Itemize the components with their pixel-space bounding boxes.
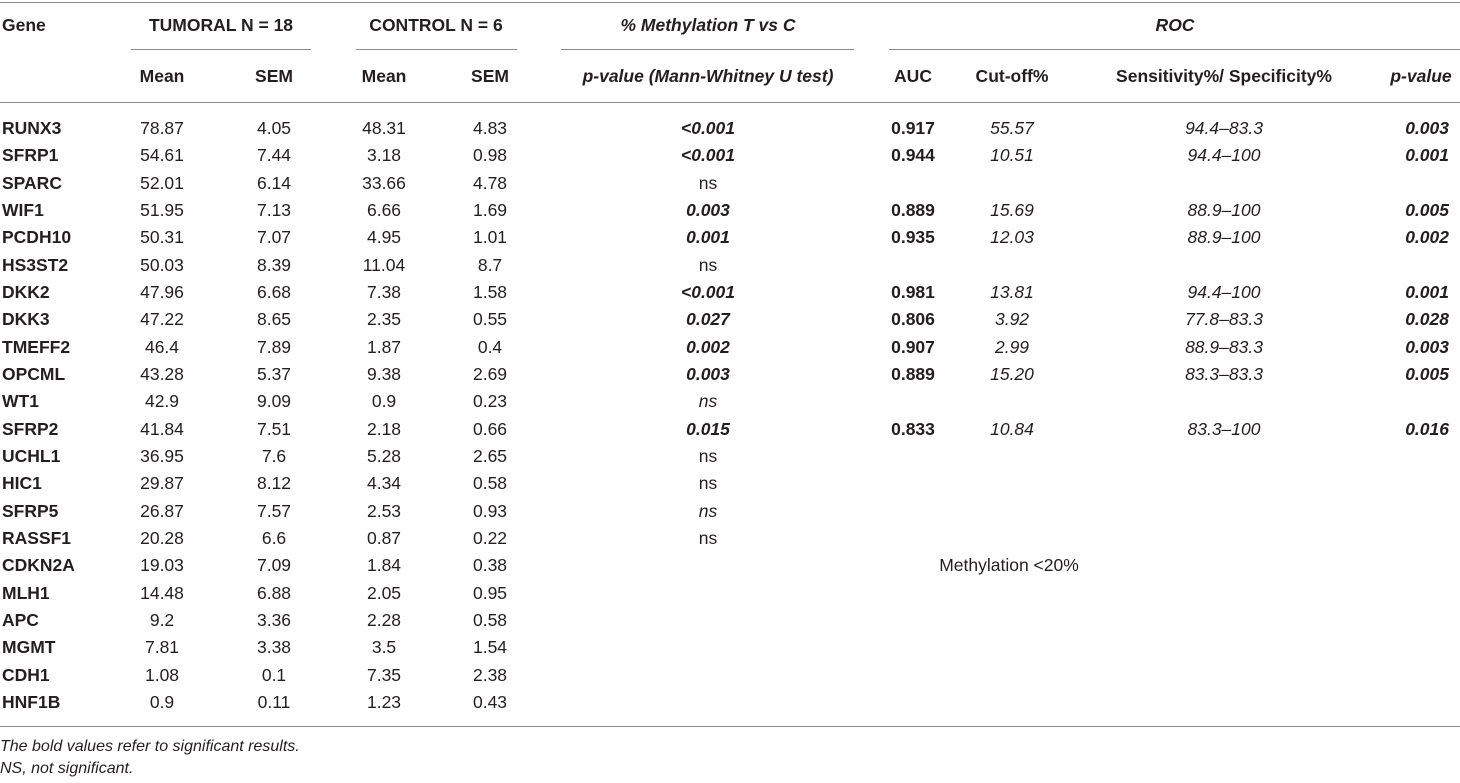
control-mean-cell: 1.84 bbox=[366, 555, 402, 576]
cutoff-cell: 10.51 bbox=[990, 145, 1034, 166]
tumoral-sem-cell: 7.57 bbox=[256, 500, 292, 521]
tumoral-mean-cell: 7.81 bbox=[144, 637, 180, 658]
tumoral-sem-cell: 7.09 bbox=[256, 555, 292, 576]
tumoral-underline bbox=[131, 49, 311, 50]
footnote-ns: NS, not significant. bbox=[0, 760, 134, 777]
control-sem-cell: 8.7 bbox=[477, 254, 503, 275]
control-sem-cell: 0.58 bbox=[472, 473, 508, 494]
control-mean-cell: 48.31 bbox=[362, 118, 406, 138]
tumoral-sem-cell: 5.37 bbox=[256, 363, 292, 384]
header-auc: AUC bbox=[894, 66, 932, 86]
header-bottom-rule bbox=[0, 102, 1460, 103]
table-row bbox=[0, 442, 1460, 469]
table-bottom-rule bbox=[0, 726, 1460, 727]
tumoral-sem-cell: 4.05 bbox=[256, 118, 292, 138]
table-row bbox=[0, 251, 1460, 278]
control-sem-cell: 0.43 bbox=[472, 691, 508, 712]
pvalue-test-cell: <0.001 bbox=[680, 118, 736, 138]
tumoral-sem-cell: 9.09 bbox=[256, 391, 292, 412]
tumoral-sem-cell: 3.36 bbox=[256, 609, 292, 630]
gene-cell: DKK2 bbox=[2, 281, 50, 302]
header-tumoral-sem: SEM bbox=[255, 66, 293, 86]
cutoff-cell: 2.99 bbox=[994, 336, 1030, 357]
sens-spec-cell: 88.9–100 bbox=[1187, 227, 1261, 248]
roc-pvalue-cell: 0.002 bbox=[1405, 227, 1449, 248]
sens-spec-cell: 88.9–83.3 bbox=[1185, 336, 1263, 357]
gene-cell: RASSF1 bbox=[2, 527, 72, 548]
gene-cell: MLH1 bbox=[2, 582, 50, 603]
tumoral-mean-cell: 41.84 bbox=[140, 418, 184, 439]
auc-cell: 0.981 bbox=[891, 281, 935, 302]
header-roc: ROC bbox=[1155, 15, 1195, 35]
tumoral-mean-cell: 19.03 bbox=[140, 555, 184, 576]
control-mean-cell: 33.66 bbox=[362, 172, 406, 193]
control-mean-cell: 7.38 bbox=[366, 281, 402, 302]
tumoral-sem-cell: 3.38 bbox=[256, 637, 292, 658]
table-row bbox=[0, 223, 1460, 250]
gene-cell: CDH1 bbox=[2, 664, 50, 685]
roc-pvalue-cell: 0.003 bbox=[1405, 336, 1449, 357]
gene-cell: CDKN2A bbox=[2, 555, 75, 576]
tumoral-mean-cell: 50.03 bbox=[140, 254, 184, 275]
auc-cell: 0.833 bbox=[891, 418, 935, 439]
gene-cell: SPARC bbox=[2, 172, 62, 193]
cutoff-cell: 13.81 bbox=[990, 281, 1034, 302]
gene-cell: HS3ST2 bbox=[2, 254, 69, 275]
control-mean-cell: 1.23 bbox=[366, 691, 402, 712]
gene-cell: WT1 bbox=[2, 391, 39, 412]
tumoral-mean-cell: 26.87 bbox=[140, 500, 184, 521]
cutoff-cell: 15.69 bbox=[990, 199, 1034, 220]
control-sem-cell: 0.38 bbox=[472, 555, 508, 576]
sens-spec-cell: 88.9–100 bbox=[1187, 199, 1261, 220]
gene-cell: SFRP5 bbox=[2, 500, 59, 521]
gene-cell: SFRP1 bbox=[2, 145, 59, 166]
tumoral-mean-cell: 29.87 bbox=[140, 473, 184, 494]
control-mean-cell: 0.9 bbox=[371, 391, 397, 412]
table-row bbox=[0, 551, 1460, 578]
header-control: CONTROL N = 6 bbox=[369, 15, 503, 35]
gene-cell: HNF1B bbox=[2, 691, 61, 712]
sens-spec-cell: 83.3–83.3 bbox=[1185, 363, 1263, 384]
roc-pvalue-cell: 0.001 bbox=[1405, 145, 1449, 166]
control-sem-cell: 0.23 bbox=[472, 391, 508, 412]
table-row bbox=[0, 141, 1460, 168]
pvalue-test-cell: ns bbox=[698, 500, 718, 521]
gene-cell: DKK3 bbox=[2, 309, 50, 330]
pvalue-test-cell: ns bbox=[698, 445, 718, 466]
sens-spec-cell: 94.4–100 bbox=[1187, 281, 1261, 302]
gene-cell: UCHL1 bbox=[2, 445, 61, 466]
control-sem-cell: 1.54 bbox=[472, 637, 508, 658]
roc-pvalue-cell: 0.003 bbox=[1405, 118, 1449, 138]
control-mean-cell: 2.53 bbox=[366, 500, 402, 521]
tumoral-mean-cell: 43.28 bbox=[140, 363, 184, 384]
pvalue-test-cell: <0.001 bbox=[680, 145, 736, 166]
footnote-bold: The bold values refer to significant results. bbox=[0, 738, 300, 755]
methylation-underline bbox=[561, 49, 854, 50]
tumoral-mean-cell: 50.31 bbox=[140, 227, 184, 248]
control-mean-cell: 0.87 bbox=[366, 527, 402, 548]
header-sens-spec: Sensitivity%/ Specificity% bbox=[1116, 66, 1332, 86]
tumoral-mean-cell: 36.95 bbox=[140, 445, 184, 466]
control-sem-cell: 1.69 bbox=[472, 199, 508, 220]
gene-cell: TMEFF2 bbox=[2, 336, 71, 357]
table-row bbox=[0, 633, 1460, 660]
tumoral-sem-cell: 6.88 bbox=[256, 582, 292, 603]
cutoff-cell: 12.03 bbox=[990, 227, 1034, 248]
control-sem-cell: 0.58 bbox=[472, 609, 508, 630]
auc-cell: 0.889 bbox=[891, 199, 935, 220]
gene-cell: HIC1 bbox=[2, 473, 42, 494]
cutoff-cell: 10.84 bbox=[990, 418, 1034, 439]
gene-cell: OPCML bbox=[2, 363, 66, 384]
pvalue-test-cell: 0.027 bbox=[686, 309, 730, 330]
header-control-sem: SEM bbox=[471, 66, 509, 86]
table-row bbox=[0, 196, 1460, 223]
auc-cell: 0.944 bbox=[891, 145, 935, 166]
table-row bbox=[0, 360, 1460, 387]
roc-pvalue-cell: 0.001 bbox=[1405, 281, 1449, 302]
control-sem-cell: 1.01 bbox=[472, 227, 508, 248]
sens-spec-cell: 94.4–100 bbox=[1187, 145, 1261, 166]
pvalue-test-cell: 0.002 bbox=[686, 336, 730, 357]
control-sem-cell: 0.95 bbox=[472, 582, 508, 603]
control-sem-cell: 0.66 bbox=[472, 418, 508, 439]
table-row bbox=[0, 606, 1460, 633]
cutoff-cell: 3.92 bbox=[994, 309, 1030, 330]
tumoral-mean-cell: 42.9 bbox=[144, 391, 180, 412]
tumoral-sem-cell: 7.51 bbox=[256, 418, 292, 439]
table-row bbox=[0, 114, 1460, 141]
auc-cell: 0.889 bbox=[891, 363, 935, 384]
auc-cell: 0.917 bbox=[891, 118, 935, 138]
tumoral-sem-cell: 8.12 bbox=[256, 473, 292, 494]
pvalue-test-cell: 0.015 bbox=[686, 418, 730, 439]
control-sem-cell: 2.38 bbox=[472, 664, 508, 685]
header-pvalue-test: p-value (Mann-Whitney U test) bbox=[582, 66, 834, 86]
pvalue-test-cell: ns bbox=[698, 527, 718, 548]
tumoral-mean-cell: 0.9 bbox=[149, 691, 175, 712]
control-sem-cell: 2.69 bbox=[472, 363, 508, 384]
auc-cell: 0.907 bbox=[891, 336, 935, 357]
sens-spec-cell: 77.8–83.3 bbox=[1185, 309, 1263, 330]
control-mean-cell: 4.95 bbox=[366, 227, 402, 248]
tumoral-sem-cell: 8.39 bbox=[256, 254, 292, 275]
tumoral-sem-cell: 7.44 bbox=[256, 145, 292, 166]
pvalue-test-cell: ns bbox=[698, 473, 718, 494]
control-sem-cell: 4.83 bbox=[472, 118, 508, 138]
header-control-mean: Mean bbox=[361, 66, 407, 86]
tumoral-mean-cell: 52.01 bbox=[140, 172, 184, 193]
tumoral-sem-cell: 7.07 bbox=[256, 227, 292, 248]
tumoral-sem-cell: 7.13 bbox=[256, 199, 292, 220]
pvalue-test-cell: 0.003 bbox=[686, 363, 730, 384]
tumoral-mean-cell: 14.48 bbox=[140, 582, 184, 603]
roc-pvalue-cell: 0.005 bbox=[1405, 199, 1449, 220]
gene-cell: APC bbox=[2, 609, 39, 630]
pvalue-test-cell: ns bbox=[698, 172, 718, 193]
control-mean-cell: 1.87 bbox=[366, 336, 402, 357]
control-mean-cell: 7.35 bbox=[366, 664, 402, 685]
control-sem-cell: 0.55 bbox=[472, 309, 508, 330]
control-sem-cell: 0.22 bbox=[472, 527, 508, 548]
cutoff-cell: 55.57 bbox=[990, 118, 1034, 138]
control-mean-cell: 3.18 bbox=[366, 145, 402, 166]
control-sem-cell: 1.58 bbox=[472, 281, 508, 302]
control-mean-cell: 2.05 bbox=[366, 582, 402, 603]
tumoral-sem-cell: 6.6 bbox=[261, 527, 287, 548]
control-sem-cell: 0.93 bbox=[472, 500, 508, 521]
control-mean-cell: 2.28 bbox=[366, 609, 402, 630]
tumoral-sem-cell: 0.1 bbox=[261, 664, 287, 685]
table-row bbox=[0, 661, 1460, 688]
tumoral-sem-cell: 7.6 bbox=[261, 445, 287, 466]
table-row bbox=[0, 524, 1460, 551]
gene-cell: MGMT bbox=[2, 637, 56, 658]
table-row bbox=[0, 387, 1460, 414]
control-sem-cell: 0.98 bbox=[472, 145, 508, 166]
pvalue-test-cell: 0.003 bbox=[686, 199, 730, 220]
tumoral-mean-cell: 9.2 bbox=[149, 609, 175, 630]
table-row bbox=[0, 497, 1460, 524]
control-mean-cell: 9.38 bbox=[366, 363, 402, 384]
gene-cell: SFRP2 bbox=[2, 418, 59, 439]
table-body bbox=[0, 114, 1460, 715]
control-mean-cell: 2.18 bbox=[366, 418, 402, 439]
tumoral-sem-cell: 6.14 bbox=[256, 172, 292, 193]
tumoral-mean-cell: 20.28 bbox=[140, 527, 184, 548]
control-mean-cell: 2.35 bbox=[366, 309, 402, 330]
tumoral-sem-cell: 6.68 bbox=[256, 281, 292, 302]
roc-underline bbox=[889, 49, 1460, 50]
tumoral-mean-cell: 1.08 bbox=[144, 664, 180, 685]
gene-cell: RUNX3 bbox=[2, 118, 62, 138]
table-row bbox=[0, 305, 1460, 332]
gene-cell: WIF1 bbox=[2, 199, 44, 220]
header-gene: Gene bbox=[2, 15, 46, 35]
tumoral-mean-cell: 51.95 bbox=[140, 199, 184, 220]
header-pvalue: p-value bbox=[1390, 66, 1452, 86]
roc-pvalue-cell: 0.028 bbox=[1405, 309, 1449, 330]
pvalue-test-cell: 0.001 bbox=[686, 227, 730, 248]
methylation-threshold-note: Methylation <20% bbox=[939, 555, 1079, 575]
control-sem-cell: 0.4 bbox=[477, 336, 503, 357]
sens-spec-cell: 94.4–83.3 bbox=[1185, 118, 1263, 138]
tumoral-mean-cell: 46.4 bbox=[144, 336, 180, 357]
tumoral-mean-cell: 47.22 bbox=[140, 309, 184, 330]
tumoral-sem-cell: 7.89 bbox=[256, 336, 292, 357]
gene-cell: PCDH10 bbox=[2, 227, 72, 248]
tumoral-sem-cell: 0.11 bbox=[257, 691, 291, 712]
tumoral-mean-cell: 47.96 bbox=[140, 281, 184, 302]
header-tumoral: TUMORAL N = 18 bbox=[148, 15, 294, 35]
pvalue-test-cell: ns bbox=[698, 391, 718, 412]
roc-pvalue-cell: 0.005 bbox=[1405, 363, 1449, 384]
auc-cell: 0.935 bbox=[891, 227, 935, 248]
table-row bbox=[0, 688, 1460, 715]
auc-cell: 0.806 bbox=[891, 309, 935, 330]
header-tumoral-mean: Mean bbox=[139, 66, 185, 86]
table-row bbox=[0, 278, 1460, 305]
table-row bbox=[0, 469, 1460, 496]
table-top-rule bbox=[0, 2, 1460, 3]
header-methylation: % Methylation T vs C bbox=[620, 15, 796, 35]
control-mean-cell: 6.66 bbox=[366, 199, 402, 220]
cutoff-cell: 15.20 bbox=[990, 363, 1034, 384]
sens-spec-cell: 83.3–100 bbox=[1187, 418, 1261, 439]
tumoral-mean-cell: 54.61 bbox=[140, 145, 184, 166]
control-mean-cell: 4.34 bbox=[366, 473, 402, 494]
table-row bbox=[0, 415, 1460, 442]
pvalue-test-cell: <0.001 bbox=[680, 281, 736, 302]
header-cutoff: Cut-off% bbox=[975, 66, 1049, 86]
table-row bbox=[0, 579, 1460, 606]
control-mean-cell: 3.5 bbox=[371, 637, 397, 658]
tumoral-mean-cell: 78.87 bbox=[140, 118, 184, 138]
control-underline bbox=[356, 49, 517, 50]
roc-pvalue-cell: 0.016 bbox=[1405, 418, 1449, 439]
table-row bbox=[0, 333, 1460, 360]
control-sem-cell: 2.65 bbox=[472, 445, 508, 466]
control-mean-cell: 11.04 bbox=[362, 254, 406, 275]
pvalue-test-cell: ns bbox=[698, 254, 718, 275]
control-sem-cell: 4.78 bbox=[472, 172, 508, 193]
table-row bbox=[0, 169, 1460, 196]
tumoral-sem-cell: 8.65 bbox=[256, 309, 292, 330]
control-mean-cell: 5.28 bbox=[366, 445, 402, 466]
